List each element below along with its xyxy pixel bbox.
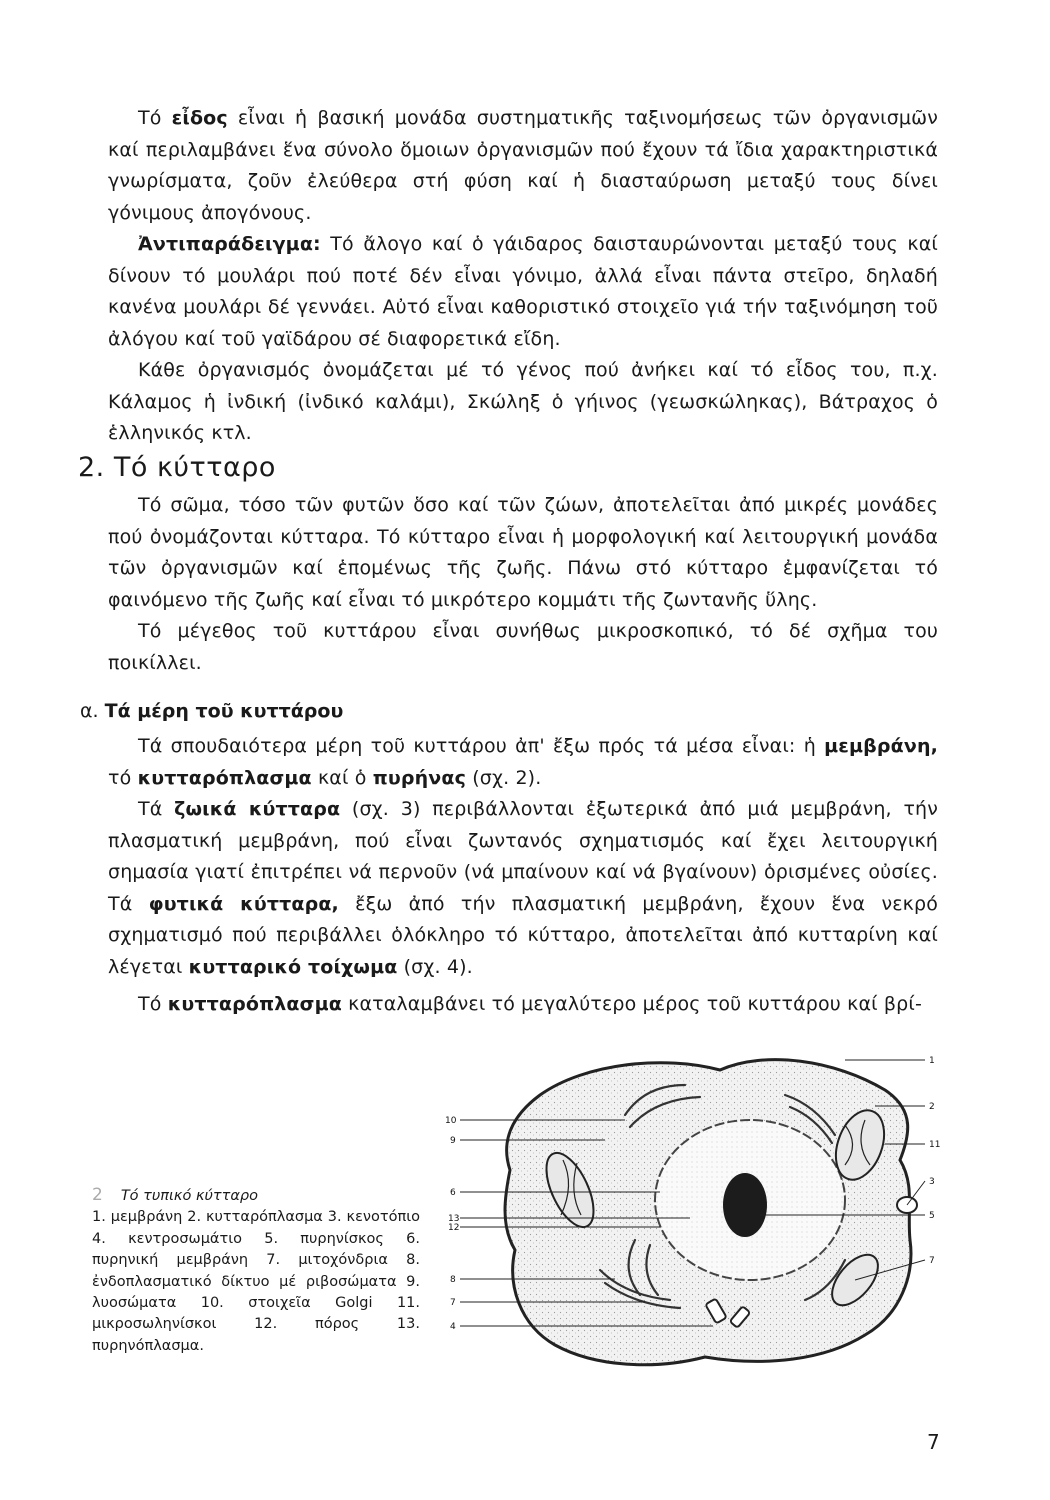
- label-13: 13: [448, 1214, 460, 1224]
- paragraph-cell-definition: Τό σῶμα, τόσο τῶν φυτῶν ὅσο καί τῶν ζώων, ἀποτελεῖται ἀπό μικρές μονάδες πού ὀνομάζονται κύτταρα. Τό κύτταρο εἶναι ἡ μορφολογική καί λειτουργική μονάδα τῶν ὀργανισμῶν καί ἑπομένως τῆς ζωῆς. Πάνω στό κύτταρο ἐμφανίζεται τό φαινόμενο τῆς ζωῆς καί εἶναι τό μικρότερο κομμάτι τῆς ζωντανῆς ὕλης.: [108, 494, 938, 611]
- text-run: Τά σπουδαιότερα μέρη τοῦ κυττάρου ἀπ' ἔξω πρός τά μέσα εἶναι: ἡ: [138, 735, 825, 757]
- section-title: 2. Τό κύτταρο: [78, 452, 276, 483]
- label-6: 6: [450, 1188, 456, 1198]
- text-run: (σχ. 4).: [397, 955, 473, 978]
- subsection-title: [80, 700, 343, 722]
- nucleolus: [723, 1173, 767, 1237]
- label-5: 5: [929, 1211, 935, 1221]
- label-8: 8: [450, 1275, 456, 1285]
- label-1: 1: [929, 1056, 935, 1066]
- subsection-letter: α.: [80, 700, 99, 722]
- text-run: εἶναι ἡ βασική μονάδα συστηματικῆς ταξινομήσεως τῶν ὀργανισμῶν καί περιλαμβάνει ἕνα σύνολο ὅμοιων ὀργανισμῶν πού ἔχουν τά ἴδια χαρακτηριστικά γνωρίσματα, ζοῦν ἐλεύθερα στή φύση καί ἡ διασταύρωση μεταξύ τους δίνει γόνιμους ἀπογόνους.: [108, 107, 938, 224]
- term-animal-cells: ζωικά κύτταρα: [174, 798, 341, 820]
- figure-caption: [92, 1185, 420, 1357]
- labels-left: [445, 1116, 459, 1332]
- paragraph-naming: Κάθε ὀργανισμός ὀνομάζεται μέ τό γένος πού ἀνήκει καί τό εἶδος του, π.χ. Κάλαμος ἡ ἰνδική (ἰνδικό καλάμι), Σκώληξ ὁ γήινος (γεωσκώληκας), Βάτραχος ὁ ἑλληνικός κτλ.: [108, 359, 938, 444]
- label-10: 10: [445, 1116, 457, 1126]
- label-7-right: 7: [929, 1256, 935, 1266]
- text-run: Τό ἄλογο καί ὁ γάιδαρος δαισταυρώνονται μεταξύ τους καί δίνουν τό μουλάρι πού ποτέ δέν εἶναι γόνιμο, ἀλλά εἶναι πάντα στεῖρο, δηλαδή κανένα μουλάρι δέ γεννάει. Αὐτό εἶναι καθοριστικό στοιχεῖο γιά τήν ταξινόμηση τοῦ ἀλόγου καί τοῦ γαϊδάρου σέ διαφορετικά εἴδη.: [108, 233, 938, 350]
- label-9: 9: [450, 1136, 456, 1146]
- section-text: [108, 490, 938, 679]
- label-11: 11: [929, 1140, 941, 1150]
- figure-number: 2: [92, 1185, 103, 1205]
- subsection-text: [108, 731, 938, 1021]
- text-run: Τά: [138, 798, 175, 820]
- paragraph-species: [108, 103, 938, 229]
- caption-heading: [92, 1185, 420, 1207]
- label-12: 12: [448, 1223, 460, 1233]
- term-counterexample: Ἀντιπαράδειγμα:: [138, 233, 321, 255]
- label-4: 4: [450, 1322, 456, 1332]
- text-run: τό: [108, 766, 138, 789]
- text-run: Τό: [138, 107, 172, 129]
- term-species: εἶδος: [171, 107, 228, 129]
- figure-title: Τό τυπικό κύτταρο: [120, 1188, 258, 1204]
- labels-right: [929, 1056, 940, 1266]
- subsection-heading: Τά μέρη τοῦ κυττάρου: [104, 700, 344, 722]
- text-run: Τό: [138, 993, 168, 1015]
- term-cell-wall: κυτταρικό τοίχωμα: [188, 955, 398, 978]
- term-plant-cells: φυτικά κύτταρα,: [148, 892, 339, 915]
- term-cytoplasm-2: κυτταρόπλασμα: [167, 993, 342, 1015]
- label-7-left: 7: [450, 1298, 456, 1308]
- text-run: καταλαμβάνει τό μεγαλύτερο μέρος τοῦ κυττάρου καί βρί-: [341, 993, 922, 1015]
- paragraph-animal-plant-cells: [108, 794, 938, 983]
- cell-diagram: [445, 1035, 950, 1375]
- term-nucleus: πυρήνας: [372, 766, 466, 789]
- paragraph-cell-parts: [108, 731, 938, 794]
- text-run: (σχ. 2).: [466, 766, 542, 789]
- term-cytoplasm: κυτταρόπλασμα: [137, 766, 312, 789]
- paragraph-counterexample: [108, 229, 938, 355]
- paragraph-cell-size: Τό μέγεθος τοῦ κυττάρου εἶναι συνήθως μικροσκοπικό, τό δέ σχῆμα του ποικίλλει.: [108, 620, 938, 674]
- term-membrane: μεμβράνη,: [824, 735, 938, 757]
- intro-text: [108, 103, 938, 450]
- figure-legend: 1. μεμβράνη 2. κυτταρόπλασμα 3. κενοτόπιο 4. κεντροσωμάτιο 5. πυρηνίσκος 6. πυρηνική μεμβράνη 7. μιτοχόνδρια 8. ἐνδοπλασματικό δίκτυο μέ ριβοσώματα 9. λυοσώματα 10. στοιχεῖα Golgi 11. μικροσωληνίσκοι 12. πόρος 13. πυρηνόπλασμα.: [92, 1209, 420, 1354]
- paragraph-cytoplasm: [108, 989, 938, 1021]
- label-3: 3: [929, 1177, 935, 1187]
- label-2: 2: [929, 1102, 935, 1112]
- page-number: 7: [927, 1430, 940, 1454]
- text-run: καί ὁ: [311, 766, 373, 789]
- text-run: ἔξω ἀπό τήν πλασματική μεμβράνη, ἔχουν ἕνα νεκρό σχηματισμό πού περιβάλλει ὁλόκληρο τό κύτταρο, ἀποτελεῖται ἀπό κυτταρίνη καί λέγεται: [108, 892, 938, 978]
- text-run: (σχ. 3) περιβάλλονται ἐξωτερικά ἀπό μιά μεμβράνη, τήν πλασματική μεμβράνη, πού εἶναι ζωντανός σχηματισμός καί ἔχει λειτουργική σημασία γιατί ἐπιτρέπει νά περνοῦν (νά μπαίνουν καί νά βγαίνουν) ὁρισμένες οὐσίες. Τά: [108, 798, 938, 915]
